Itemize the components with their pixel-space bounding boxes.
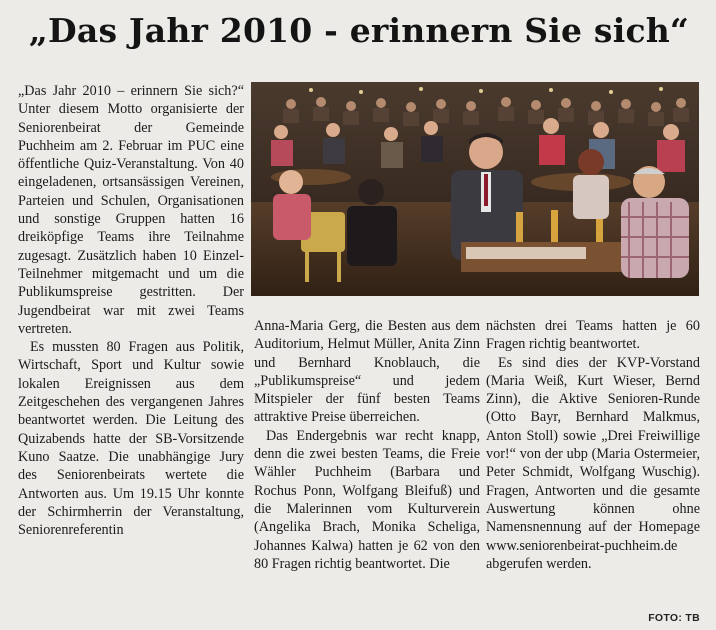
paragraph: Das Endergebnis war recht knapp, denn die zwei besten Teams, die Freie Wähler Puchheim (Barbara und Rochus Ponn, Wolfgang Bleifuß) und die Malerinnen vom Kulturverein (Angelika Brach, Monika Scheliga, Johannes Kalwa) hatten je 62 von den 80 Fragen richtig beantwortet. Die [254, 427, 480, 572]
paragraph: Es sind dies der KVP-Vorstand (Maria Weiß, Kurt Wieser, Bernd Zinn), die Aktive Senioren-Runde (Otto Bayr, Bernhard Malkmus, Anton Stoll) sowie „Drei Freiwillige vor!“ von der ubp (Maria Ostermeier, Peter Schmidt, Wolfgang Wuschig). Fragen, Antworten und die gesamte Auswertung können ohne Namensnennung auf der Homepage www.seniorenbeirat-puchheim.de abgerufen werden. [486, 354, 700, 572]
article-column-1 [18, 82, 244, 539]
paragraph: Anna-Maria Gerg, die Besten aus dem Auditorium, Helmut Müller, Anita Zinn und Bernhard Knoblauch, die „Publikumspreise“ und jedem Mitspieler der fünf besten Teams attraktive Preise überreichen. [254, 318, 480, 426]
audience-photo-illustration [251, 82, 699, 296]
paragraph: nächsten drei Teams hatten je 60 Fragen richtig beantwortet. [486, 318, 700, 353]
event-photo [251, 82, 699, 296]
photo-credit: FOTO: TB [648, 612, 700, 624]
article-column-2 [254, 317, 480, 573]
paragraph: Es mussten 80 Fragen aus Politik, Wirtschaft, Sport und Kultur sowie lokalen Ereignissen aus dem Zeitgeschehen des vergangenen Jahres beantwortet werden. Die Leitung des Quizabends hatte der SB-Vorsitzende Kuno Saatze. Die unabhängige Jury des Seniorenbeirats wertete die Antworten aus. Um 19.15 Uhr konnte der Schirmherrin der Veranstaltung, Seniorenreferentin [18, 339, 244, 539]
article-column-3 [486, 317, 700, 573]
article-headline: „Das Jahr 2010 - erinnern Sie sich“ [28, 11, 690, 50]
paragraph: „Das Jahr 2010 – erinnern Sie sich?“ Unter diesem Motto organisierte der Seniorenbeirat der Gemeinde Puchheim am 2. Februar im PUC eine öffentliche Quiz-Veranstaltung. Von 40 eingeladenen, ortsansässigen Vereinen, Parteien und Schulen, Organisationen und sonstige Gruppen hatten 16 dreiköpfige Teams ihre Teilnahme zugesagt. Zusätzlich haben 10 Einzel-Teilnehmer mitgemacht und um die Publikumspreise gestritten. Der Jugendbeirat war mit zwei Teams vertreten. [18, 83, 244, 337]
